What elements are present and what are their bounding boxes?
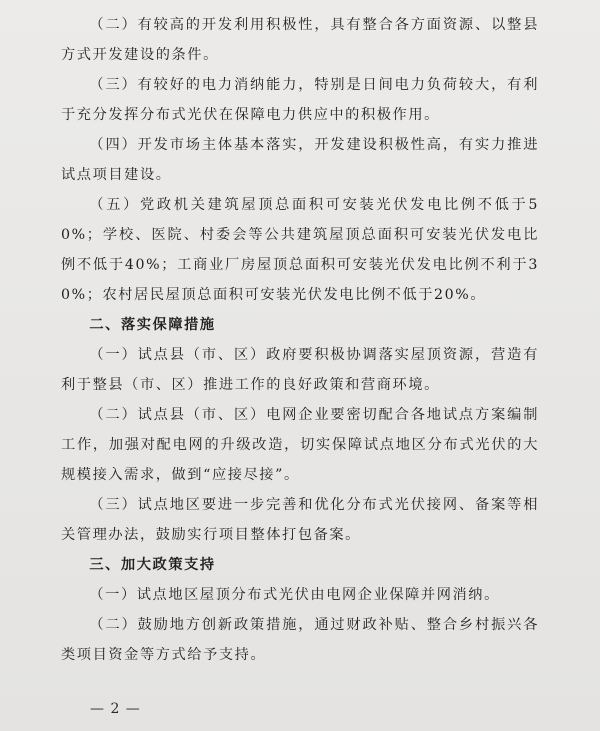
paragraph-4-2: （二）鼓励地方创新政策措施，通过财政补贴、整合乡村振兴各类项目资金等方式给予支持。 bbox=[61, 617, 539, 663]
paragraph-2-5: （五）党政机关建筑屋顶总面积可安装光伏发电比例不低于50%；学校、医院、村委会等公共建筑屋顶总面积可安装光伏发电比例不低于40%；工商业厂房屋顶总面积可安装光伏发电比例不利于30%；农村居民屋顶总面积可安装光伏发电比例不低于20%。 bbox=[61, 197, 539, 303]
paragraph-2-4: （四）开发市场主体基本落实，开发建设积极性高，有实力推进试点项目建设。 bbox=[61, 137, 539, 183]
paragraph-2-2: （二）有较高的开发利用积极性，具有整合各方面资源、以整县方式开发建设的条件。 bbox=[61, 17, 539, 63]
section-heading-3: 三、加大政策支持 bbox=[89, 557, 216, 573]
paragraph-3-2: （二）试点县（市、区）电网企业要密切配合各地试点方案编制工作，加强对配电网的升级改造，切实保障试点地区分布式光伏的大规模接入需求，做到“应接尽接”。 bbox=[61, 407, 539, 483]
document-body bbox=[61, 10, 539, 670]
paragraph-3-1: （一）试点县（市、区）政府要积极协调落实屋顶资源，营造有利于整县（市、区）推进工作的良好政策和营商环境。 bbox=[61, 347, 539, 393]
page-number: — 2 — bbox=[90, 701, 141, 717]
section-heading-2: 二、落实保障措施 bbox=[89, 317, 216, 333]
paragraph-3-3: （三）试点地区要进一步完善和优化分布式光伏接网、备案等相关管理办法，鼓励实行项目整体打包备案。 bbox=[61, 497, 539, 543]
paragraph-4-1: （一）试点地区屋顶分布式光伏由电网企业保障并网消纳。 bbox=[89, 587, 500, 603]
paragraph-2-3: （三）有较好的电力消纳能力，特别是日间电力负荷较大，有利于充分发挥分布式光伏在保障电力供应中的积极作用。 bbox=[61, 77, 539, 123]
